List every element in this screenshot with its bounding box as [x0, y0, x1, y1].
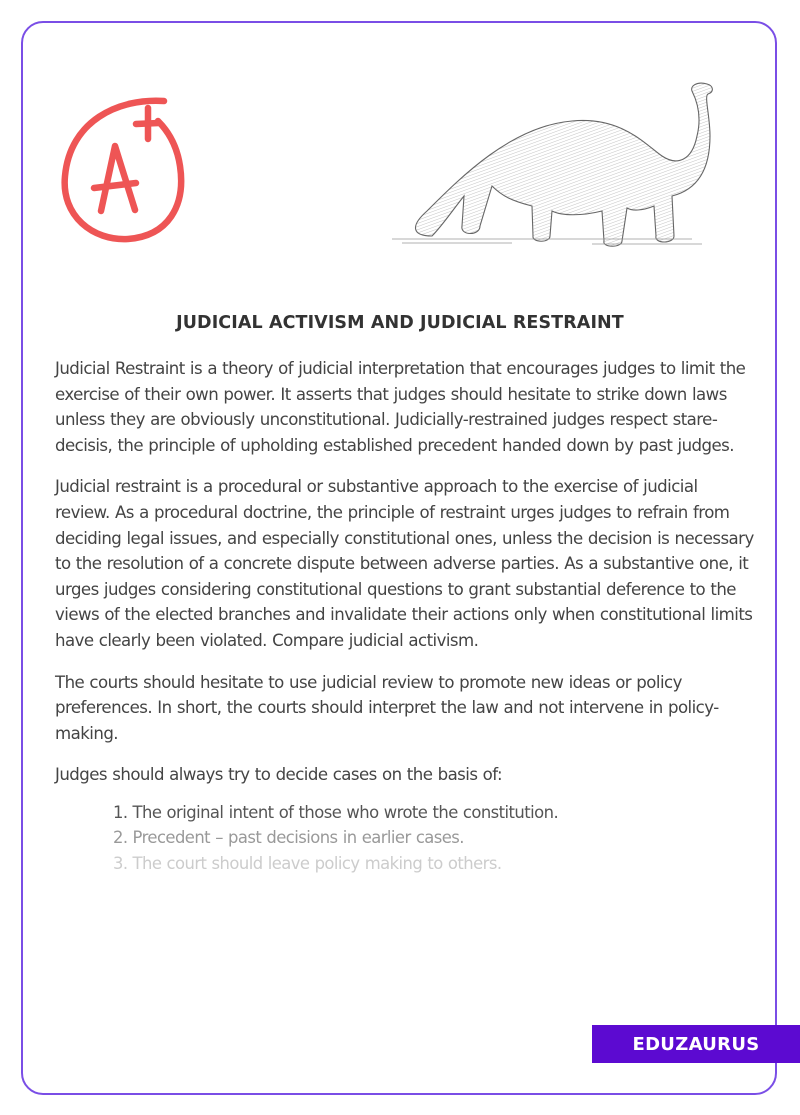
essay-body: [55, 356, 755, 876]
a-plus-grade-icon: [58, 96, 198, 246]
essay-title: JUDICIAL ACTIVISM AND JUDICIAL RESTRAINT: [176, 313, 624, 333]
list-item: 3. The court should leave policy making to others.: [113, 853, 502, 873]
paragraph: Judicial Restraint is a theory of judicial interpretation that encourages judges to limit the exercise of their own power. It asserts that judges should hesitate to strike down laws unless they are obviously unconstitutional. Judicially-restrained judges respect stare-decisis, the principle of upholding established precedent handed down by past judges.: [55, 359, 746, 455]
paragraph: Judicial restraint is a procedural or substantive approach to the exercise of judicial review. As a procedural doctrine, the principle of restraint urges judges to refrain from deciding legal issues, and especially constitutional ones, unless the decision is necessary to the resolution of a concrete dispute between adverse parties. As a substantive one, it urges judges considering constitutional questions to grant substantial deference to the views of the elected branches and invalidate their actions only when constitutional limits have clearly been violated. Compare judicial activism.: [55, 477, 754, 650]
basis-list: [55, 800, 755, 877]
paragraph: The courts should hesitate to use judicial review to promote new ideas or policy preferences. In short, the courts should interpret the law and not intervene in policy-making.: [55, 672, 719, 743]
list-item: 1. The original intent of those who wrote the constitution.: [113, 802, 559, 822]
list-item: 2. Precedent – past decisions in earlier cases.: [113, 828, 464, 848]
dinosaur-illustration: [392, 76, 722, 256]
paragraph: Judges should always try to decide cases on the basis of:: [55, 765, 503, 785]
brand-badge[interactable]: EDUZAURUS: [592, 1025, 800, 1063]
